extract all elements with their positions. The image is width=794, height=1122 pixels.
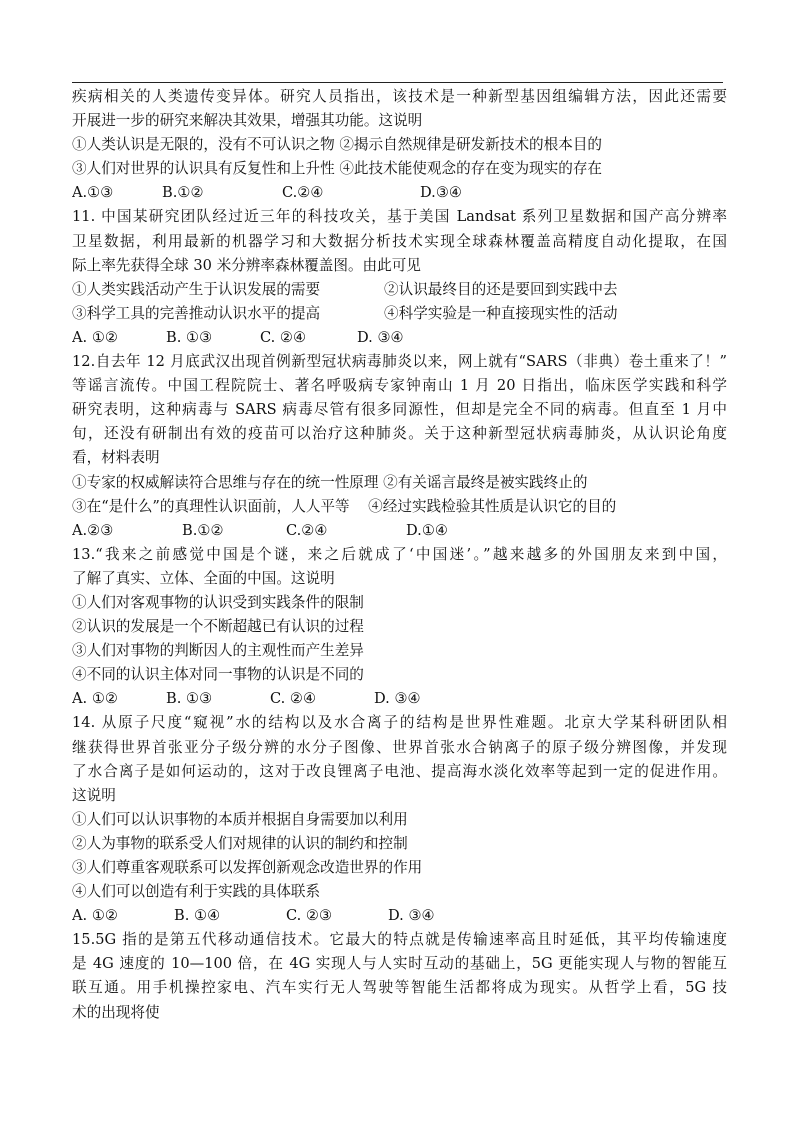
question-text-line: 等谣言流传。中国工程院院士、著名呼吸病专家钟南山 1 月 20 日指出，临床医学实践和科学 [72, 377, 727, 395]
choice-item: ①人们可以认识事物的本质并根据自身需要加以利用 [72, 810, 408, 828]
page-content [72, 85, 727, 1025]
question-text-line: 际上率先获得全球 30 米分辨率森林覆盖图。由此可见 [72, 256, 421, 274]
option-a: A. ①② [72, 328, 118, 346]
question-15 [72, 928, 727, 1024]
choice-item: ③科学工具的完善推动认识水平的提高 [72, 304, 321, 322]
question-text-line: 14. 从原子尺度“窥视”水的结构以及水合离子的结构是世界性难题。北京大学某科研团队相 [72, 714, 727, 732]
question-text-line: 旬，还没有研制出有效的疫苗可以治疗这种肺炎。关于这种新型冠状病毒肺炎，从认识论角度 [72, 425, 727, 443]
option-b: B.①② [162, 184, 204, 202]
question-text-line: 研究表明，这种病毒与 SARS 病毒尽管有很多同源性，但却是完全不同的病毒。但直至 1 月中 [72, 401, 727, 419]
choice-item: ④科学实验是一种直接现实性的活动 [384, 304, 618, 322]
question-text-line: 这说明 [72, 786, 116, 804]
answer-options [72, 326, 727, 350]
question-text-line: 12.自去年 12 月底武汉出现首例新型冠状病毒肺炎以来，网上就有“SARS（非典）卷土重来了！” [72, 353, 727, 371]
question-text-line: 继获得世界首张亚分子级分辨的水分子图像、世界首张水合钠离子的原子级分辨图像，并发现 [72, 738, 727, 756]
answer-options [72, 904, 727, 928]
choice-item: ①人类认识是无限的，没有不可认识之物 ②揭示自然规律是研发新技术的根本目的 [72, 136, 603, 154]
choice-item: ③人们对世界的认识具有反复性和上升性 ④此技术能使观念的存在变为现实的存在 [72, 160, 603, 178]
question-text-line: 看，材料表明 [72, 449, 160, 467]
choice-item: ③人们对事物的判断因人的主观性而产生差异 [72, 642, 364, 660]
option-d: D.③④ [420, 184, 462, 202]
option-c: C.②④ [286, 521, 328, 539]
option-a: A.②③ [72, 521, 114, 539]
choice-row [72, 302, 727, 326]
option-a: A. ①② [72, 690, 118, 708]
answer-options [72, 687, 727, 711]
choice-item: ③在“是什么”的真理性认识面前，人人平等 ④经过实践检验其性质是认识它的目的 [72, 497, 617, 515]
option-c: C. ②③ [286, 907, 333, 925]
choice-item: ②认识最终目的还是要回到实践中去 [384, 280, 618, 298]
question-12 [72, 350, 727, 543]
question-11 [72, 205, 727, 350]
question-text-line: 疾病相关的人类遗传变异体。研究人员指出，该技术是一种新型基因组编辑方法，因此还需要 [72, 88, 727, 105]
choice-item: ②人为事物的联系受人们对规律的认识的制约和控制 [72, 834, 408, 852]
option-d: D. ③④ [357, 328, 404, 346]
option-d: D. ③④ [388, 907, 435, 925]
choice-item: ④人们可以创造有利于实践的具体联系 [72, 883, 321, 901]
choice-item: ①专家的权威解读符合思维与存在的统一性原理 ②有关谣言最终是被实践终止的 [72, 473, 588, 491]
option-a: A. ①② [72, 907, 118, 925]
option-c: C. ②④ [260, 328, 307, 346]
question-text-line: 了解了真实、立体、全面的中国。这说明 [72, 569, 335, 587]
choice-item: ①人们对客观事物的认识受到实践条件的限制 [72, 593, 364, 611]
question-text-line: 15.5G 指的是第五代移动通信技术。它最大的特点就是传输速率高且时延低，其平均传输速度 [72, 931, 727, 949]
question-text-line: 卫星数据，利用最新的机器学习和大数据分析技术实现全球森林覆盖高精度自动化提取，在国 [72, 232, 727, 250]
question-text-line: 13.“我来之前感觉中国是个谜，来之后就成了‘中国迷’。”越来越多的外国朋友来到中国， [72, 545, 727, 563]
choice-item: ②认识的发展是一个不断超越已有认识的过程 [72, 618, 364, 636]
answer-options [72, 181, 727, 205]
question-text-line: 开展进一步的研究来解决其效果，增强其功能。这说明 [72, 112, 423, 130]
choice-item: ③人们尊重客观联系可以发挥创新观念改造世界的作用 [72, 859, 423, 876]
choice-item: ①人类实践活动产生于认识发展的需要 [72, 280, 321, 298]
question-text-line: 术的出现将使 [72, 1003, 160, 1021]
option-d: D.①④ [406, 521, 448, 539]
question-text-line: 11. 中国某研究团队经过近三年的科技攻关，基于美国 Landsat 系列卫星数据和国产高分辨率 [72, 208, 727, 226]
question-text-line: 联互通。用手机操控家电、汽车实行无人驾驶等智能生活都将成为现实。从哲学上看，5G 技 [72, 979, 727, 997]
choice-item: ④不同的认识主体对同一事物的认识是不同的 [72, 666, 364, 684]
option-c: C. ②④ [270, 690, 317, 708]
question-10 [72, 85, 727, 205]
option-b: B. ①④ [174, 907, 221, 925]
question-text-line: 了水合离子是如何运动的，这对于改良锂离子电池、提高海水淡化效率等起到一定的促进作用。 [72, 762, 727, 780]
option-b: B. ①③ [166, 328, 213, 346]
option-b: B.①② [182, 521, 224, 539]
question-13 [72, 543, 727, 712]
option-c: C.②④ [282, 184, 324, 202]
option-a: A.①③ [72, 184, 114, 202]
question-text-line: 是 4G 速度的 10—100 倍，在 4G 实现人与人实时互动的基础上，5G 更能实现人与物的智能互 [72, 955, 727, 973]
option-b: B. ①③ [166, 690, 213, 708]
choice-row [72, 278, 727, 302]
answer-options [72, 519, 727, 543]
option-d: D. ③④ [374, 690, 421, 708]
header-rule [72, 82, 723, 83]
question-14 [72, 711, 727, 928]
